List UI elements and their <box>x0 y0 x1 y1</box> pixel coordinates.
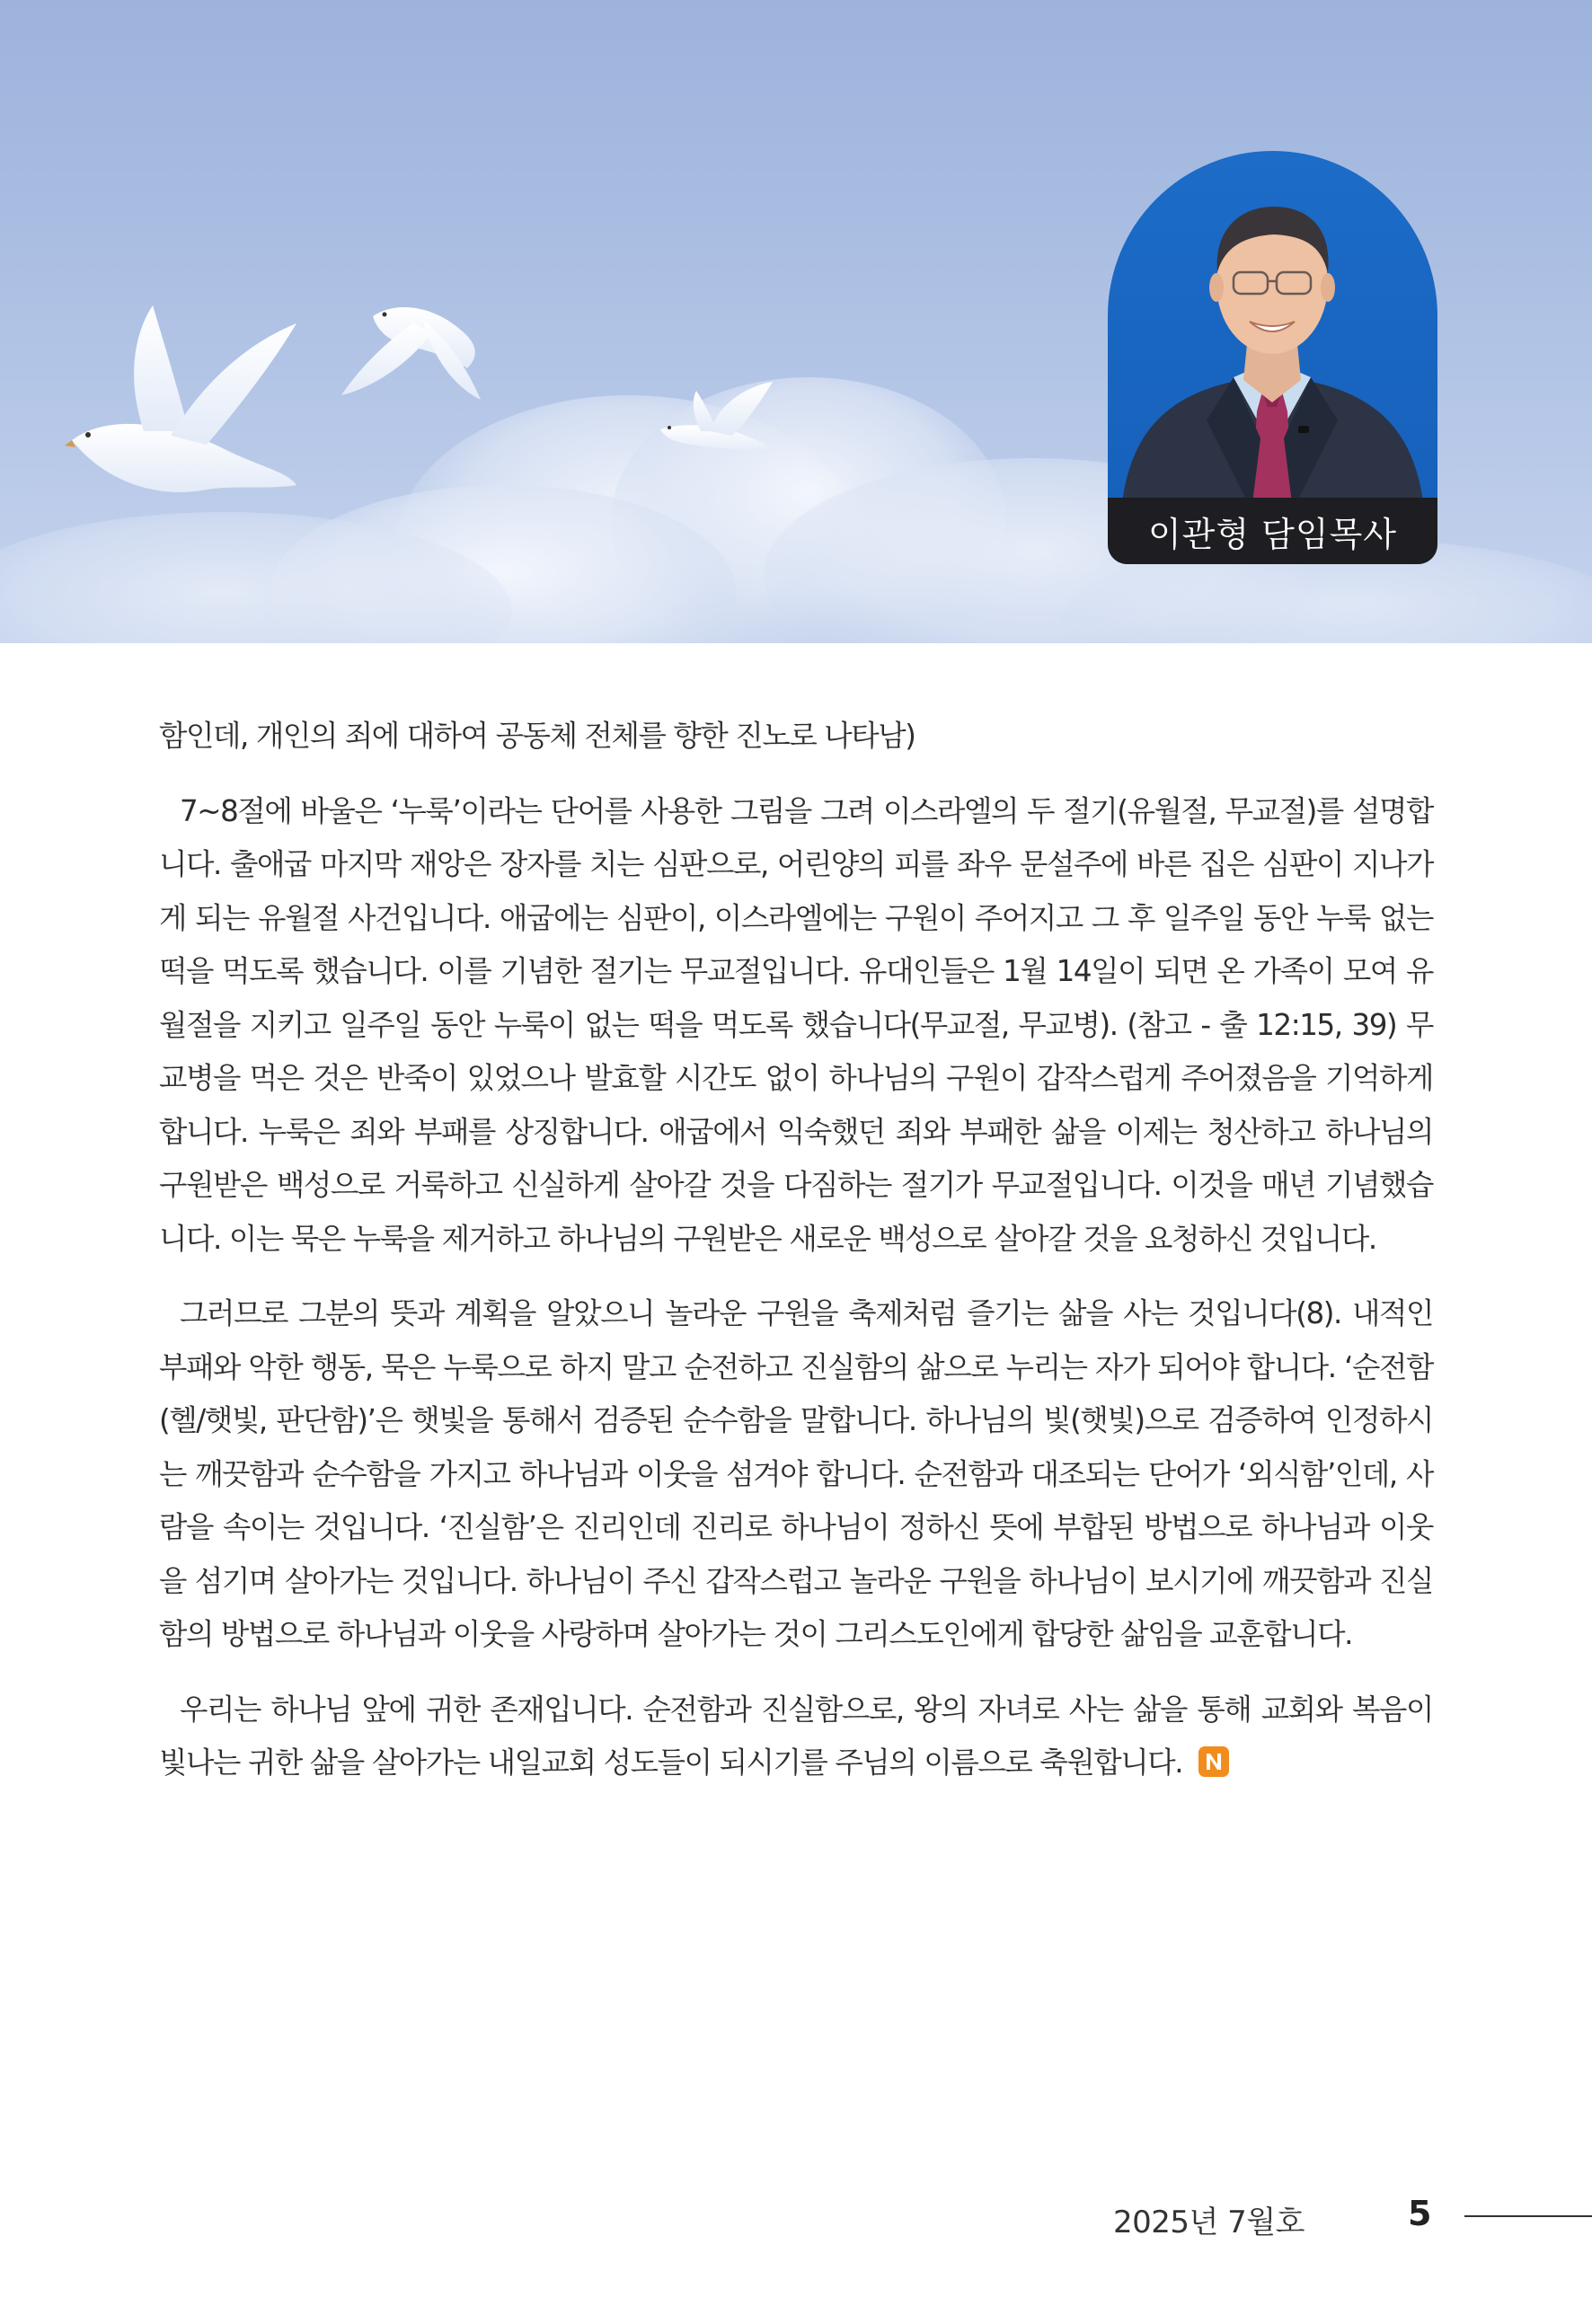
pastor-portrait <box>1108 151 1437 564</box>
article-paragraph: 그러므로 그분의 뜻과 계획을 알았으니 놀라운 구원을 축제처럼 즐기는 삶을 사는 것입니다(8). 내적인 부패와 악한 행동, 묵은 누룩으로 하지 말고 순전하고 진실함의 삶으로 누리는 자가 되어야 합니다. ‘순전함(헬/햇빛, 판단함)’은 햇빛을 통해서 검증된 순수함을 말합니다. 하나님의 빛(햇빛)으로 검증하여 인정하시는 깨끗함과 순수함을 가지고 하나님과 이웃을 섬겨야 합니다. 순전함과 대조되는 단어가 ‘외식함’인데, 사람을 속이는 것입니다. ‘진실함’은 진리인데 진리로 하나님이 정하신 뜻에 부합된 방법으로 하나님과 이웃을 섬기며 살아가는 것입니다. 하나님이 주신 갑작스럽고 놀라운 구원을 하나님이 보시기에 깨끗함과 진실함의 방법으로 하나님과 이웃을 사랑하며 살아가는 것이 그리스도인에게 합당한 삶임을 교훈합니다. <box>159 1296 1433 1651</box>
article-paragraph-closing <box>159 1683 1433 1790</box>
page-number: 5 <box>1408 2194 1432 2233</box>
dove-icon <box>341 307 481 400</box>
pastor-name-caption: 이관형 담임목사 <box>1108 498 1437 564</box>
sermon-article <box>159 710 1433 1790</box>
dove-icon <box>65 305 296 492</box>
article-paragraph: 함인데, 개인의 죄에 대하여 공동체 전체를 향한 진노로 나타남) <box>159 719 915 753</box>
hero-banner <box>0 0 1592 643</box>
closing-text: 우리는 하나님 앞에 귀한 존재입니다. 순전함과 진실함으로, 왕의 자녀로 사는 삶을 통해 교회와 복음이 빛나는 귀한 삶을 살아가는 내일교회 성도들이 되시기를 주님의 이름으로 축원합니다. <box>159 1692 1433 1780</box>
footer-divider <box>1464 2215 1592 2217</box>
issue-label: 2025년 7월호 <box>1113 2205 1305 2240</box>
article-paragraph: 7~8절에 바울은 ‘누룩’이라는 단어를 사용한 그림을 그려 이스라엘의 두 절기(유월절, 무교절)를 설명합니다. 출애굽 마지막 재앙은 장자를 치는 심판으로, 어린양의 피를 좌우 문설주에 바른 집은 심판이 지나가게 되는 유월절 사건입니다. 애굽에는 심판이, 이스라엘에는 구원이 주어지고 그 후 일주일 동안 누룩 없는 떡을 먹도록 했습니다. 이를 기념한 절기는 무교절입니다. 유대인들은 1월 14일이 되면 온 가족이 모여 유월절을 지키고 일주일 동안 누룩이 없는 떡을 먹도록 했습니다(무교절, 무교병). (참고 - 출 12:15, 39) 무교병을 먹은 것은 반죽이 있었으나 발효할 시간도 없이 하나님의 구원이 갑작스럽게 주어졌음을 기억하게 합니다. 누룩은 죄와 부패를 상징합니다. 애굽에서 익숙했던 죄와 부패한 삶을 이제는 청산하고 하나님의 구원받은 백성으로 거룩하고 신실하게 살아갈 것을 다짐하는 절기가 무교절입니다. 이것을 매년 기념했습니다. 이는 묵은 누룩을 제거하고 하나님의 구원받은 새로운 백성으로 살아갈 것을 요청하신 것입니다. <box>159 793 1433 1256</box>
end-mark-n-icon <box>1198 1746 1229 1777</box>
